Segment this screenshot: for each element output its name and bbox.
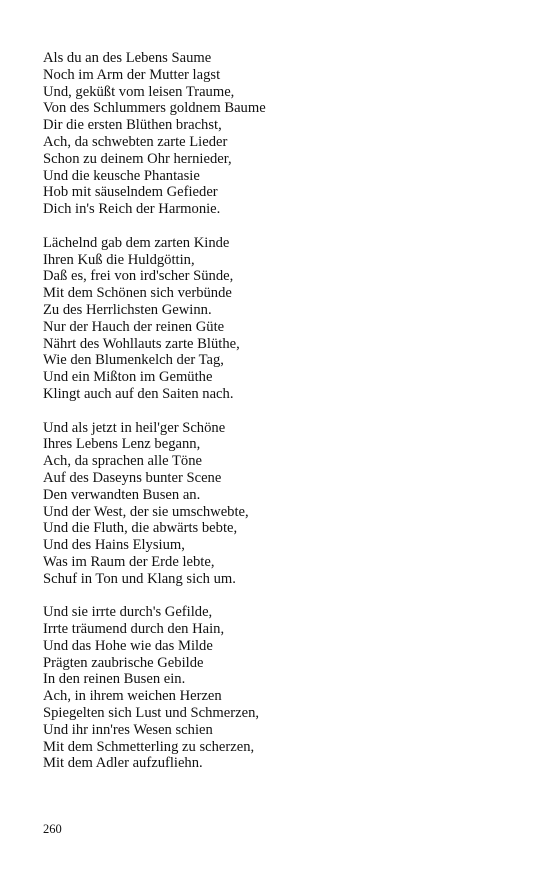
verse-line: Irrte träumend durch den Hain, — [43, 621, 225, 638]
verse-line: Den verwandten Busen an. — [43, 486, 201, 503]
verse-line: Und des Hains Elysium, — [43, 537, 185, 554]
verse-line: Und als jetzt in heil'ger Schöne — [43, 419, 226, 436]
verse-line: Und, geküßt vom leisen Traume, — [43, 83, 235, 100]
verse-line: Noch im Arm der Mutter lagst — [43, 66, 221, 83]
verse-line: Und die Fluth, die abwärts bebte, — [43, 520, 238, 537]
verse-line: Mit dem Adler aufzufliehn. — [43, 755, 203, 772]
verse-line: Ihren Kuß die Huldgöttin, — [43, 251, 195, 268]
verse-line: Ihres Lebens Lenz begann, — [43, 436, 201, 453]
verse-line: Und der West, der sie umschwebte, — [43, 503, 249, 520]
verse-line: Nährt des Wohllauts zarte Blüthe, — [43, 335, 240, 352]
verse-line: Als du an des Lebens Saume — [43, 50, 212, 66]
verse-line: Ach, da schwebten zarte Lieder — [43, 133, 228, 150]
verse-line: Schon zu deinem Ohr hernieder, — [43, 150, 232, 167]
page-number: 260 — [43, 822, 62, 836]
verse-line: Und die keusche Phantasie — [43, 167, 200, 184]
verse-line: Wie den Blumenkelch der Tag, — [43, 352, 224, 369]
verse-line: Zu des Herrlichsten Gewinn. — [43, 301, 212, 318]
verse-line: In den reinen Busen ein. — [43, 671, 186, 688]
stanza-2 — [43, 235, 523, 403]
verse-line: Daß es, frei von ird'scher Sünde, — [43, 268, 234, 285]
verse-line: Lächelnd gab dem zarten Kinde — [43, 234, 230, 251]
verse-line: Dich in's Reich der Harmonie. — [43, 201, 221, 218]
verse-line: Hob mit säuselndem Gefieder — [43, 184, 218, 201]
verse-line: Schuf in Ton und Klang sich um. — [43, 570, 236, 587]
verse-line: Spiegelten sich Lust und Schmerzen, — [43, 705, 260, 722]
verse-line: Mit dem Schönen sich verbünde — [43, 285, 232, 302]
verse-line: Klingt auch auf den Saiten nach. — [43, 385, 234, 402]
verse-line: Ach, da sprachen alle Töne — [43, 453, 202, 470]
verse-line: Dir die ersten Blüthen brachst, — [43, 117, 222, 134]
verse-line: Was im Raum der Erde lebte, — [43, 553, 215, 570]
verse-line: Und ein Mißton im Gemüthe — [43, 369, 213, 386]
verse-line: Ach, in ihrem weichen Herzen — [43, 688, 222, 705]
verse-line: Und das Hohe wie das Milde — [43, 637, 213, 654]
verse-line: Und sie irrte durch's Gefilde, — [43, 604, 213, 621]
stanza-4 — [43, 604, 523, 772]
verse-line: Auf des Daseyns bunter Scene — [43, 469, 222, 486]
stanza-3 — [43, 420, 523, 588]
verse-line: Von des Schlummers goldnem Baume — [43, 100, 266, 117]
poem-body — [43, 50, 523, 789]
verse-line: Prägten zaubrische Gebilde — [43, 654, 204, 671]
verse-line: Und ihr inn'res Wesen schien — [43, 721, 213, 738]
stanza-1 — [43, 50, 523, 218]
verse-line: Mit dem Schmetterling zu scherzen, — [43, 738, 255, 755]
verse-line: Nur der Hauch der reinen Güte — [43, 318, 225, 335]
